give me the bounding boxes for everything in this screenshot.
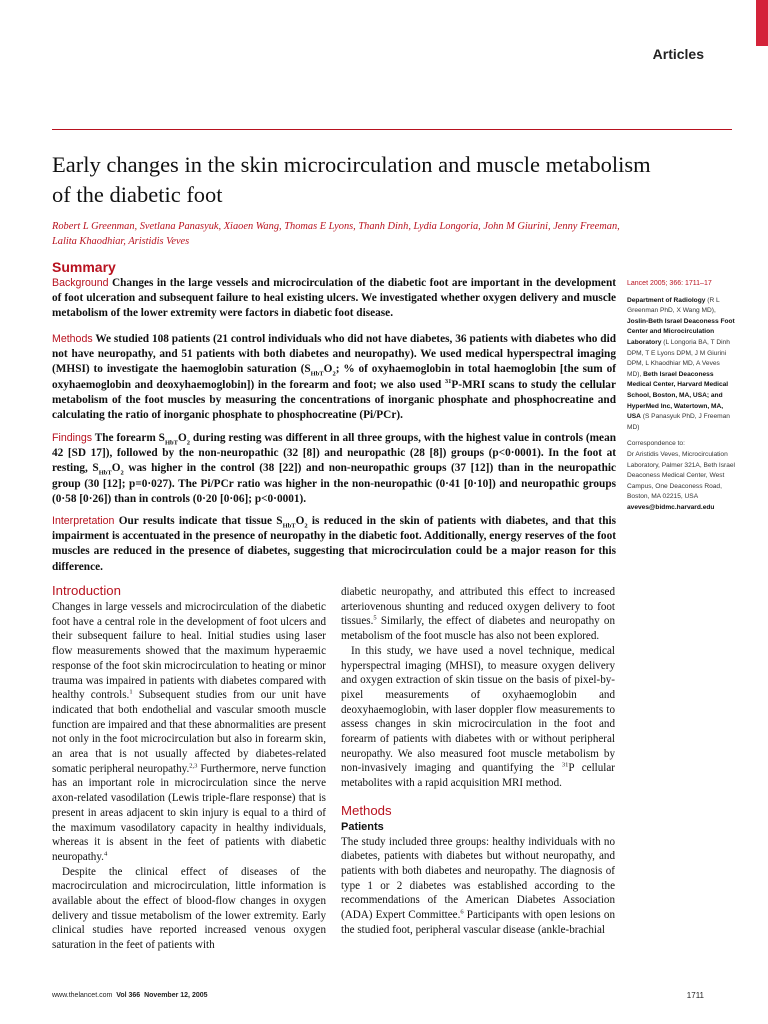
- subscript-hbt: HbT: [164, 439, 178, 447]
- reference-5: 5: [373, 614, 377, 622]
- reference-2-3: 2,3: [189, 762, 198, 770]
- findings-text-a: The forearm S: [94, 432, 165, 444]
- methods-p1-text-b: Participants with open lesions on the studied foot, peripheral vascular disease (ankle-brachial: [341, 909, 615, 936]
- citation: Lancet 2005; 366: 1711–17: [627, 280, 712, 287]
- correspondence-address: Dr Aristidis Veves, Microcirculation Laboratory, Palmer 321A, Beth Israel Deaconess Medical Center, West Campus, One Deaconess Road, Boston, MA 02215, USA: [627, 450, 735, 501]
- interpretation-text-a: Our results indicate that tissue S: [118, 515, 283, 527]
- methods-text-b: O: [323, 363, 333, 376]
- article-sidebar: [627, 279, 735, 513]
- methods-heading: Methods: [341, 802, 392, 818]
- author-list: Robert L Greenman, Svetlana Panasyuk, Xiaoen Wang, Thomas E Lyons, Thanh Dinh, Lydia Longoria, John M Giurini, Jenny Freeman, Lalita Khaodhiar, Aristidis Veves: [52, 221, 620, 247]
- left-column: [52, 582, 326, 953]
- subscript-hbt: HbT: [98, 469, 112, 477]
- affiliation-2: Joslin-Beth Israel Deaconess Foot Center and Microcirculation Laboratory: [627, 317, 735, 346]
- header-rule: [52, 129, 732, 130]
- intro-p3-text-a: diabetic neuropathy, and attributed this effect to increased arteriovenous shunting and reduced oxygen delivery to foot tissues.: [341, 586, 615, 628]
- findings-label: Findings: [52, 432, 93, 444]
- correspondence-label: Correspondence to:: [627, 440, 685, 448]
- intro-p1-text-c: Furthermore, nerve function has an important role in microcirculation since the nerve axon-related vasodilation (Lewis triple-flare response) that is present in areas adjacent to skin injury is equal to a third of the maximum vasodilatory capacity in healthy individuals, whereas it is absent in the feet of patients with diabetic neuropathy.: [52, 762, 326, 863]
- page-number: 1711: [686, 991, 704, 1000]
- intro-paragraph-3: [341, 585, 615, 644]
- abstract-methods: [52, 332, 616, 423]
- intro-p1-text-a: Changes in large vessels and microcirculation of the diabetic foot have a central role in the development of foot ulcers and their subsequent failure to heal. Initial studies using laser flow measurements showed that the maximum hyperaemic response of the foot skin microcirculation to heating or minor trauma was impaired in patients with diabetes compared with healthy controls.: [52, 601, 326, 702]
- footer-left: [52, 992, 208, 999]
- findings-text-e: was higher in the control (38 [22]) and non-neuropathic groups (37 [12]) than in the neuropathic group (30 [12]; p=0·027). The Pi/PCr ratio was higher in the non-neuropathic (0·41 [0·10]) and neuropathic groups (0·58 [0·26]) than in controls (0·20 [0·06]; p<0·0001).: [52, 462, 617, 505]
- summary-heading: Summary: [52, 259, 116, 275]
- methods-text-d: P-MRI scans to study the cellular metabolism of the foot muscles by measuring the concentrations of inorganic phosphate and phosphocreatine and calculating the ratio of inorganic phosphate to phosphocreatine (Pi/PCr).: [52, 378, 616, 422]
- subscript-2: 2: [120, 469, 124, 477]
- subscript-2: 2: [186, 439, 190, 447]
- right-column: [341, 585, 615, 937]
- methods-text-a: We studied 108 patients (21 control individuals who did not have diabetes, 36 patients with diabetes who did not have neuropathy, and 51 patients with both diabetes and neuropathy). We used medical hyperspectral imaging (MHSI) to investigate the haemoglobin saturation (S: [52, 333, 616, 376]
- intro-p4-text-a: In this study, we have used a novel technique, medical hyperspectral imaging (MHSI), to measure oxygen delivery and oxygen extraction of skin tissue on the basis of pixel-by-pixel measurements of oxyhaemoglobin and deoxyhaemoglobin, with laser doppler flow measurements to assess changes in skin microcirculation in the foot and forearm of patients with diabetes with or without peripheral neuropathy. We also measured foot muscle metabolism by non-invasively imaging and quantifying the: [341, 644, 615, 775]
- reference-4: 4: [103, 850, 108, 858]
- affiliation-2-authors: (L Longoria BA, T Dinh DPM, T E Lyons DPM, J M Giurini DPM, L Khaodhiar MD, A Veves MD),: [627, 338, 730, 378]
- findings-text-b: O: [177, 432, 187, 444]
- intro-paragraph-1: [52, 600, 326, 865]
- methods-p1-text-a: The study included three groups: healthy individuals with no diabetes, patients with diabetes but without neuropathy, and patients with both diabetes and neuropathy. The diagnosis of type 1 or 2 diabetes was established according to the recommendations of the American Diabetes Association (ADA) Expert Committee.: [341, 835, 615, 922]
- interpretation-label: Interpretation: [52, 515, 115, 527]
- findings-text-c: during resting was different in all three groups, with the highest value in controls (mean 42 [SD 17]), followed by the non-neuropathic (32 [8]) and neuropathic (28 [8]) groups (p<0·0001). In the foot at resting, S: [52, 432, 617, 475]
- footer-site[interactable]: www.thelancet.com: [52, 992, 113, 999]
- background-text: Changes in the large vessels and microcirculation of the diabetic foot are important in the development of foot ulceration and subsequent failure to heal existing ulcers. We investigated whether oxygen delivery and muscle metabolism of the lower extremity were factors in diabetic foot disease.: [52, 277, 616, 320]
- footer-volume: Vol 366: [116, 992, 141, 999]
- methods-text-c: ; % of oxyhaemoglobin in total haemoglobin [the sum of oxyhaemoglobin and deoxyhaemoglobin]) in the forearm and foot; we also used: [52, 363, 616, 391]
- section-label: Articles: [652, 46, 704, 62]
- patients-subheading: Patients: [341, 820, 384, 833]
- intro-p3-text-b: Similarly, the effect of diabetes and neuropathy on metabolism of the foot muscle has also not been explored.: [341, 615, 615, 643]
- intro-p4-text-b: P cellular metabolites with a rapid acquisition MRI method.: [341, 762, 615, 790]
- superscript-31: 31: [561, 761, 569, 769]
- background-label: Background: [52, 277, 109, 289]
- article-title: Early changes in the skin microcirculation and muscle metabolism of the diabetic foot: [52, 152, 651, 207]
- abstract-findings: [52, 431, 616, 507]
- abstract-background: [52, 276, 616, 322]
- abstract-interpretation: [52, 514, 616, 575]
- introduction-heading: Introduction: [52, 583, 121, 598]
- affiliation-3-authors: (S Panasyuk PhD, J Freeman MD): [627, 413, 730, 431]
- superscript-31: 31: [444, 377, 452, 385]
- affiliation-1-authors: (R L Greenman PhD, X Wang MD),: [627, 296, 720, 315]
- findings-text-d: O: [111, 462, 121, 475]
- subscript-hbt: HbT: [310, 370, 324, 378]
- footer-date: November 12, 2005: [144, 992, 208, 999]
- subscript-hbt: HbT: [282, 522, 296, 530]
- subscript-2: 2: [304, 522, 308, 530]
- methods-paragraph-1: [341, 835, 615, 938]
- reference-6: 6: [460, 908, 464, 916]
- affiliation-1: Department of Radiology: [627, 296, 706, 304]
- reference-1: 1: [129, 688, 133, 696]
- subscript-2: 2: [332, 370, 336, 378]
- correspondence-email[interactable]: aveves@bidmc.harvard.edu: [627, 503, 715, 511]
- affiliations: [627, 296, 735, 434]
- intro-paragraph-2: Despite the clinical effect of diseases of the macrocirculation and microcirculation, little information is available about the effect of blood-flow changes in oxygen delivery and tissue metabolism of the lower extremity. Early clinical studies have reported increased venous oxygen saturation in the feet of patients with: [52, 865, 326, 952]
- affiliation-3: Beth Israel Deaconess Medical Center, Harvard Medical School, Boston, MA, USA; and HyperMed Inc, Watertown, MA, USA: [627, 370, 729, 421]
- red-corner-bar: [756, 0, 768, 46]
- methods-label: Methods: [52, 333, 93, 345]
- intro-paragraph-4: [341, 644, 615, 791]
- interpretation-text-c: is reduced in the skin of patients with diabetes, and that this impairment is accentuated in the presence of neuropathy in the diabetic foot. Additionally, energy reserves of the foot muscles are reduced in the presence of diabetes, suggesting that microcirculation could be a major reason for this difference.: [52, 515, 617, 573]
- intro-p1-text-b: Subsequent studies from our unit have indicated that both endothelial and vascular smooth muscle function are impaired and that these abnormalities are present not only in the foot microcirculation but also in forearm skin, an area that is not usually affected by diabetes-related somatic peripheral neuropathy.: [52, 689, 326, 775]
- interpretation-text-b: O: [295, 515, 305, 527]
